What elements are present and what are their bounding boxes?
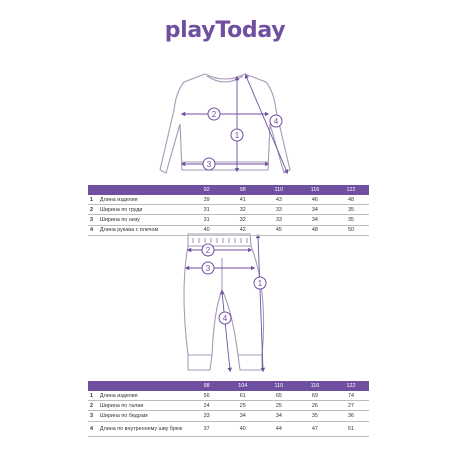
row-label: Ширина по груди bbox=[99, 206, 143, 213]
cell: 36 bbox=[347, 412, 354, 419]
cell: 34 bbox=[275, 412, 282, 419]
cell: 33 bbox=[203, 412, 210, 419]
cell: 32 bbox=[239, 206, 246, 213]
size-header-row bbox=[88, 381, 369, 391]
cell: 44 bbox=[275, 425, 282, 432]
cell: 42 bbox=[239, 227, 246, 234]
svg-text:2: 2 bbox=[205, 246, 211, 255]
cell: 45 bbox=[275, 227, 282, 234]
pants-marker-1 bbox=[254, 277, 266, 289]
svg-text:4: 4 bbox=[222, 314, 228, 323]
row-label: Длина изделия bbox=[99, 392, 138, 399]
row-label: Длина изделия bbox=[99, 196, 138, 203]
cell: 50 bbox=[347, 227, 354, 234]
row-label: Длина рукава с плечом bbox=[99, 227, 159, 234]
row-label: Ширина по низу bbox=[99, 216, 140, 223]
svg-text:1: 1 bbox=[234, 131, 240, 140]
cell: 40 bbox=[239, 425, 246, 432]
row-label: Ширина по талии bbox=[99, 402, 144, 409]
size-col: 98 bbox=[203, 383, 210, 389]
cell: 56 bbox=[203, 392, 210, 399]
svg-text:3: 3 bbox=[206, 160, 212, 169]
table-row bbox=[88, 401, 369, 411]
size-col: 104 bbox=[238, 383, 248, 389]
pants-outline bbox=[184, 234, 264, 370]
size-col: 116 bbox=[310, 187, 320, 193]
cell: 24 bbox=[203, 402, 210, 409]
table-row bbox=[88, 391, 369, 401]
row-label: Ширина по бедрам bbox=[99, 412, 148, 419]
row-number: 3 bbox=[90, 412, 93, 419]
cell: 74 bbox=[347, 392, 354, 399]
size-col: 116 bbox=[310, 383, 320, 389]
size-col: 122 bbox=[346, 187, 356, 193]
cell: 33 bbox=[275, 216, 282, 223]
sweatshirt-marker-3 bbox=[203, 158, 215, 170]
cell: 37 bbox=[203, 425, 210, 432]
cell: 35 bbox=[311, 412, 318, 419]
cell: 48 bbox=[347, 196, 354, 203]
pants-marker-3 bbox=[202, 262, 214, 274]
cell: 40 bbox=[203, 227, 210, 234]
svg-text:3: 3 bbox=[205, 264, 211, 273]
cell: 69 bbox=[311, 392, 318, 399]
svg-text:2: 2 bbox=[211, 110, 217, 119]
row-number: 3 bbox=[90, 216, 93, 223]
pants-marker-4 bbox=[219, 312, 231, 324]
brand-logo: playToday bbox=[164, 18, 286, 43]
cell: 31 bbox=[203, 206, 210, 213]
sweatshirt-size-table bbox=[88, 185, 369, 236]
cell: 33 bbox=[275, 206, 282, 213]
size-col: 92 bbox=[203, 187, 210, 193]
cell: 48 bbox=[311, 227, 318, 234]
size-col: 110 bbox=[274, 187, 284, 193]
cell: 47 bbox=[311, 425, 318, 432]
cell: 25 bbox=[239, 402, 246, 409]
cell: 32 bbox=[239, 216, 246, 223]
sweatshirt-marker-1 bbox=[231, 129, 243, 141]
size-header-row bbox=[88, 185, 369, 195]
size-col: 98 bbox=[239, 187, 246, 193]
cell: 34 bbox=[311, 206, 318, 213]
table-row bbox=[88, 226, 369, 236]
cell: 46 bbox=[311, 196, 318, 203]
cell: 51 bbox=[347, 425, 354, 432]
size-col: 122 bbox=[346, 383, 356, 389]
row-number: 4 bbox=[90, 425, 93, 432]
cell: 25 bbox=[275, 402, 282, 409]
cell: 34 bbox=[239, 412, 246, 419]
table-row bbox=[88, 195, 369, 205]
cell: 34 bbox=[311, 216, 318, 223]
sweatshirt-marker-4 bbox=[270, 115, 282, 127]
row-number: 4 bbox=[90, 227, 93, 234]
row-number: 2 bbox=[90, 402, 93, 409]
cell: 65 bbox=[275, 392, 282, 399]
svg-text:1: 1 bbox=[257, 279, 263, 288]
cell: 43 bbox=[275, 196, 282, 203]
cell: 27 bbox=[347, 402, 354, 409]
cell: 61 bbox=[239, 392, 246, 399]
pants-measure-lines bbox=[187, 236, 263, 370]
row-number: 1 bbox=[90, 392, 93, 399]
table-row bbox=[88, 205, 369, 215]
svg-text:4: 4 bbox=[273, 117, 279, 126]
cell: 35 bbox=[347, 206, 354, 213]
cell: 26 bbox=[311, 402, 318, 409]
table-row bbox=[88, 422, 369, 437]
row-number: 2 bbox=[90, 206, 93, 213]
cell: 35 bbox=[347, 216, 354, 223]
cell: 31 bbox=[203, 216, 210, 223]
table-row bbox=[88, 215, 369, 225]
table-row bbox=[88, 411, 369, 421]
row-label: Длина по внутреннему шву брюк bbox=[99, 425, 183, 432]
cell: 39 bbox=[203, 196, 210, 203]
pants-marker-2 bbox=[202, 244, 214, 256]
cell: 41 bbox=[239, 196, 246, 203]
pants-size-table bbox=[88, 381, 369, 437]
size-col: 110 bbox=[274, 383, 284, 389]
sweatshirt-marker-2 bbox=[208, 108, 220, 120]
row-number: 1 bbox=[90, 196, 93, 203]
